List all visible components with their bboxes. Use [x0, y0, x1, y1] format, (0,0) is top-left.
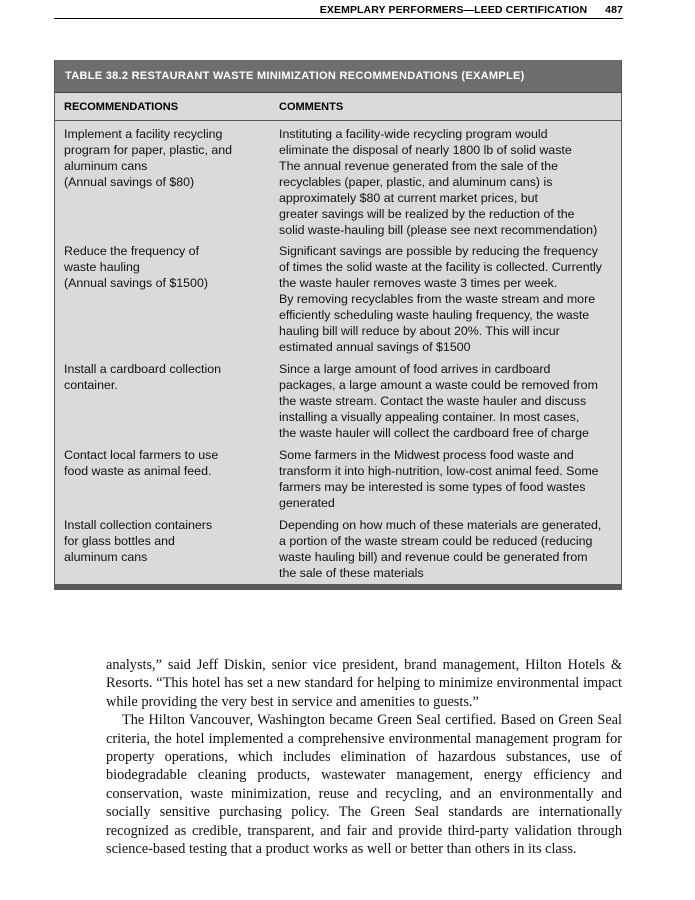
recommendation-cell: Install a cardboard collection container. [64, 362, 222, 392]
body-paragraph: analysts,” said Jeff Diskin, senior vice president, brand management, Hilton Hotels & Resorts. “This hotel has set a new standard for helping to minimize environmental impact while providing the very best in service and amenities to guests.” [106, 657, 622, 710]
column-header-recommendations: RECOMMENDATIONS [64, 101, 179, 113]
recommendation-cell: Implement a facility recycling program for paper, plastic, and aluminum cans (Annual savings of $80) [64, 127, 233, 189]
running-head-title: EXEMPLARY PERFORMERS—LEED CERTIFICATION [319, 4, 588, 16]
table-title: TABLE 38.2 RESTAURANT WASTE MINIMIZATION RECOMMENDATIONS (EXAMPLE) [55, 60, 621, 93]
body-paragraph: The Hilton Vancouver, Washington became Green Seal certified. Based on Green Seal criteria, the hotel implemented a comprehensive environmental management program for property operations, which includes elimination of hazardous substances, use of biodegradable cleaning products, wastewater management, energy efficiency and conservation, waste minimization, reuse and recycling, and an environmentally and socially sensitive purchasing policy. The Green Seal standards are internationally recognized as credible, transparent, and fair and provide third-party validation through science-based testing that a product works as well or better than others in its class. [106, 712, 622, 858]
comment-cell: Significant savings are possible by reducing the frequency of times the solid waste at the facility is collected. Currently the waste hauler removes waste 3 times per week. By removing recyclables from the waste stream and more efficiently scheduling waste hauling frequency, the waste hauling bill will reduce by about 20%. This will incur estimated annual savings of $1500 [279, 244, 602, 354]
waste-minimization-table [54, 60, 622, 590]
table-column-headers [55, 93, 621, 121]
recommendation-cell: Install collection containers for glass bottles and aluminum cans [64, 518, 213, 564]
body-text [106, 656, 622, 858]
comment-cell: Instituting a facility-wide recycling program would eliminate the disposal of nearly 1800 lb of solid waste The annual revenue generated from the sale of the recyclables (paper, plastic, and aluminum cans) is approximately $80 at current market prices, but greater savings will be realized by the reduction of the solid waste-hauling bill (please see next recommendation) [279, 127, 598, 237]
comment-cell: Depending on how much of these materials are generated, a portion of the waste stream could be reduced (reducing waste hauling bill) and revenue could be generated from the sale of these materials [279, 518, 602, 580]
column-header-comments: COMMENTS [279, 101, 344, 113]
recommendation-cell: Reduce the frequency of waste hauling (Annual savings of $1500) [64, 244, 208, 290]
recommendation-cell: Contact local farmers to use food waste as animal feed. [64, 448, 219, 478]
comment-cell: Some farmers in the Midwest process food waste and transform it into high-nutrition, low-cost animal feed. Some farmers may be interested is some types of food wastes generated [279, 448, 599, 510]
running-head [54, 4, 623, 19]
comment-cell: Since a large amount of food arrives in cardboard packages, a large amount a waste could be removed from the waste stream. Contact the waste hauler and discuss installing a visually appealing container. In most cases, the waste hauler will collect the cardboard free of charge [279, 362, 598, 440]
page-number: 487 [605, 4, 623, 16]
